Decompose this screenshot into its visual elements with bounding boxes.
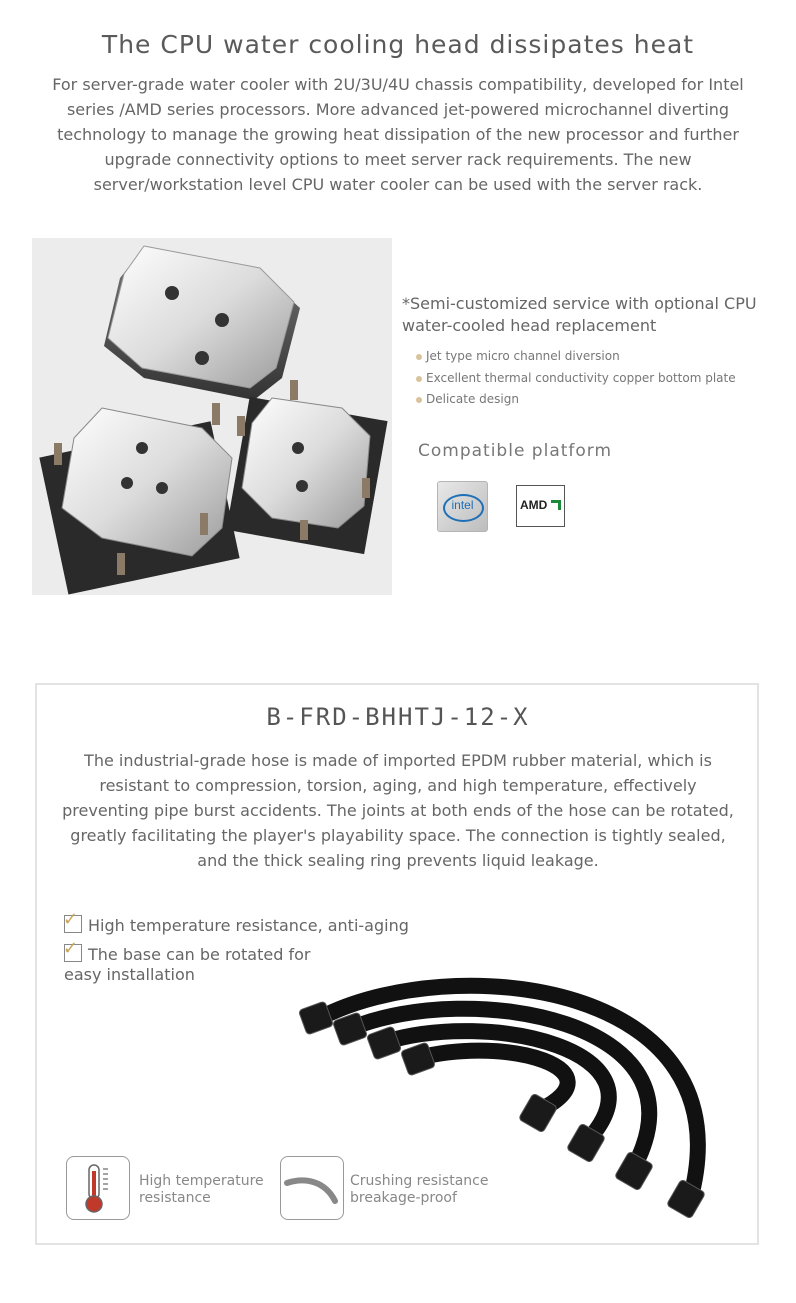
bullet-item: Excellent thermal conductivity copper bottom plate: [416, 371, 736, 385]
cpu-cooler-image: [32, 238, 392, 595]
hose-description: The industrial-grade hose is made of imported EPDM rubber material, which is resistant to compression, torsion, aging, and high temperature, effectively preventing pipe burst accidents. The joints at both ends of the hose can be rotated, greatly facilitating the player's playability space. The connection is tightly sealed, and the thick sealing ring prevents liquid leakage.: [62, 751, 734, 870]
bullet-dot-icon: [416, 354, 422, 360]
cooling-block-right: [226, 380, 387, 554]
checkmark-icon: [64, 944, 82, 962]
bent-hose-icon: [280, 1156, 344, 1220]
check-item: ✓High temperature resistance, anti-aging: [64, 915, 409, 936]
feature-text: High temperature resistance: [139, 1173, 264, 1206]
feature-text: Crushing resistance breakage-proof: [350, 1173, 489, 1206]
section1-title: The CPU water cooling head dissipates heat: [101, 30, 695, 59]
semi-custom-note: *Semi-customized service with optional CPU water-cooled head replacement: [402, 294, 757, 335]
amd-arrow-icon: [551, 500, 561, 510]
bullet-dot-icon: [416, 376, 422, 382]
bullet-item: Delicate design: [416, 392, 519, 406]
thermometer-icon: [66, 1156, 130, 1220]
amd-logo: AMD: [516, 485, 565, 527]
compatible-platform-label: Compatible platform: [418, 441, 613, 461]
intel-logo: intel: [437, 481, 488, 532]
check-item: ✓The base can be rotated for easy installation: [64, 944, 324, 985]
bullet-item: Jet type micro channel diversion: [416, 349, 620, 363]
section1-description: For server-grade water cooler with 2U/3U/4U chassis compatibility, developed for Intel series /AMD series processors. More advanced jet-powered microchannel diverting technology to manage the growing heat dissipation of the new processor and further upgrade connectivity options to meet server rack requirements. The new server/workstation level CPU water cooler can be used with the server rack.: [52, 75, 744, 194]
cooling-block-left: [39, 403, 239, 595]
cooling-block-top: [104, 246, 300, 400]
bullet-dot-icon: [416, 397, 422, 403]
checkmark-icon: [64, 915, 82, 933]
hose-model-title: B-FRD-BHHTJ-12-X: [266, 703, 530, 731]
